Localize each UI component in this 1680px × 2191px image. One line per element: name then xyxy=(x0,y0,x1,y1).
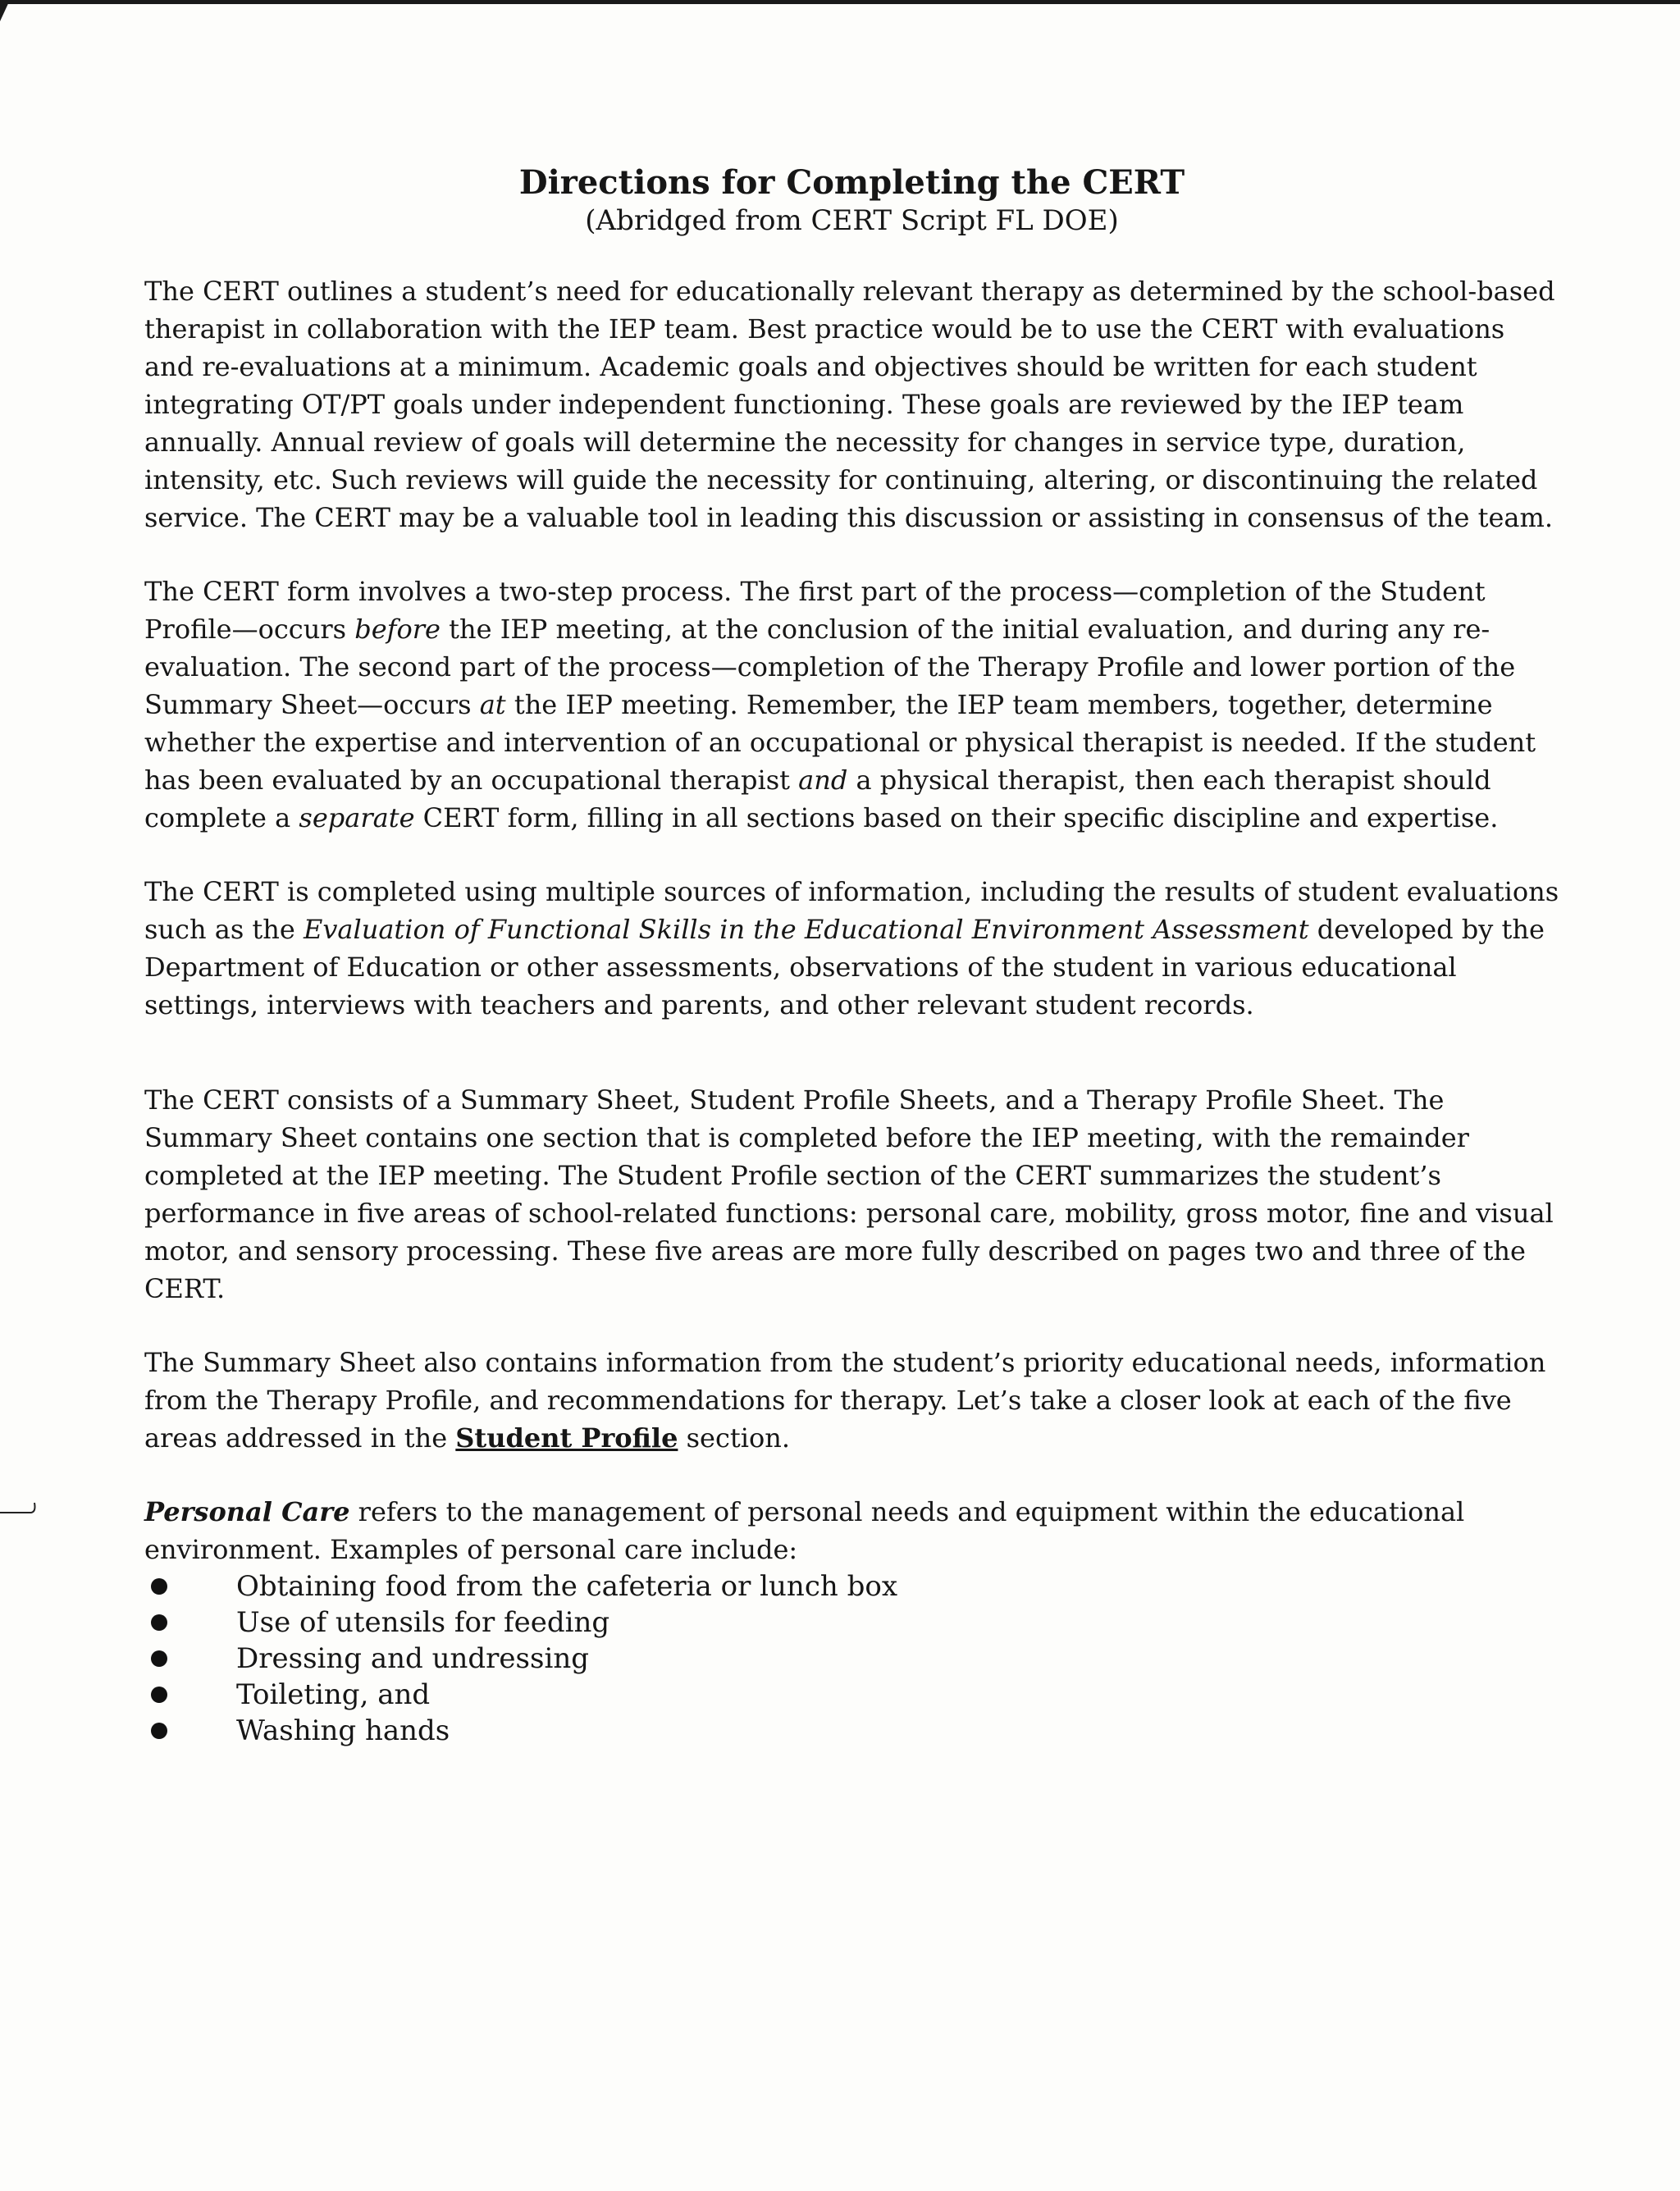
bullet-icon xyxy=(151,1723,167,1739)
document-subtitle: (Abridged from CERT Script FL DOE) xyxy=(585,204,1119,237)
emphasis-before: before xyxy=(354,614,441,645)
list-item-text: Toileting, and xyxy=(236,1678,431,1711)
student-profile-heading: Student Profile xyxy=(455,1422,678,1454)
text-span: the IEP meeting, at the conclusion of the initial evaluation, and during any re-evaluation. The second part of the process—completion of the Therapy Profile and lower portion of the Summary Sheet—occurs xyxy=(144,614,1516,720)
personal-care-list xyxy=(144,1568,1559,1749)
text-span: section. xyxy=(678,1422,791,1454)
text-span: developed by the Department of Education or other assessments, observations of the student in various educational settings, interviews with teachers and parents, and other relevant student records. xyxy=(144,914,1545,1020)
document-page xyxy=(144,162,1559,1749)
list-item xyxy=(144,1568,1559,1604)
list-item xyxy=(144,1641,1559,1677)
emphasis-at: at xyxy=(479,689,506,720)
text-span: refers to the management of personal needs and equipment within the educational environment. Examples of personal care include: xyxy=(144,1496,1465,1565)
text-span: CERT form, filling in all sections based on their specific discipline and expertise. xyxy=(414,802,1499,833)
bullet-icon xyxy=(151,1578,167,1595)
scan-edge-top xyxy=(0,0,1680,4)
text-span: The CERT is completed using multiple sources of information, including the results of student evaluations such as the xyxy=(144,876,1559,945)
list-item-text: Obtaining food from the cafeteria or lunch box xyxy=(236,1570,897,1603)
emphasis-and: and xyxy=(798,765,848,796)
list-item-text: Washing hands xyxy=(236,1714,450,1747)
paragraph-two-step-process xyxy=(144,573,1559,837)
paragraph-personal-care xyxy=(144,1493,1559,1568)
paragraph-cert-components: The CERT consists of a Summary Sheet, Student Profile Sheets, and a Therapy Profile Sheet. The Summary Sheet contains one section that is completed before the IEP meeting, with the remainder completed at the IEP meeting. The Student Profile section of the CERT summarizes the student’s performance in five areas of school-related functions: personal care, mobility, gross motor, fine and visual motor, and sensory processing. These five areas are more fully described on pages two and three of the CERT. xyxy=(144,1084,1554,1304)
paragraph-information-sources xyxy=(144,873,1559,1024)
list-item xyxy=(144,1677,1559,1713)
text-span: a physical therapist, then each therapist should complete a xyxy=(144,765,1491,833)
list-item xyxy=(144,1713,1559,1749)
margin-pen-mark xyxy=(0,1498,41,1516)
bullet-icon xyxy=(151,1650,167,1667)
personal-care-term: Personal Care xyxy=(144,1496,350,1527)
emphasis-separate: separate xyxy=(299,802,415,833)
paragraph-summary-sheet xyxy=(144,1344,1559,1457)
text-span: the IEP meeting. Remember, the IEP team members, together, determine whether the expertise and intervention of an occupational or physical therapist is needed. If the student has been evaluated by an occupational therapist xyxy=(144,689,1536,796)
paragraph-cert-overview: The CERT outlines a student’s need for educationally relevant therapy as determined by the school-based therapist in collaboration with the IEP team. Best practice would be to use the CERT with evaluations and re-evaluations at a minimum. Academic goals and objectives should be written for each student integrating OT/PT goals under independent functioning. These goals are reviewed by the IEP team annually. Annual review of goals will determine the necessity for changes in service type, duration, intensity, etc. Such reviews will guide the necessity for continuing, altering, or discontinuing the related service. The CERT may be a valuable tool in leading this discussion or assisting in consensus of the team. xyxy=(144,276,1555,533)
bullet-icon xyxy=(151,1687,167,1703)
text-span: The CERT form involves a two-step process. The first part of the process—completion of the Student Profile—occurs xyxy=(144,576,1486,645)
list-item-text: Use of utensils for feeding xyxy=(236,1606,610,1639)
document-title: Directions for Completing the CERT xyxy=(518,163,1185,202)
assessment-title: Evaluation of Functional Skills in the Educational Environment Assessment xyxy=(303,914,1309,945)
list-item xyxy=(144,1604,1559,1641)
scan-edge-corner xyxy=(0,0,10,21)
list-item-text: Dressing and undressing xyxy=(236,1642,589,1675)
text-span: The Summary Sheet also contains information from the student’s priority educational needs, information from the Therapy Profile, and recommendations for therapy. Let’s take a closer look at each of the five areas addressed in the xyxy=(144,1347,1546,1454)
bullet-icon xyxy=(151,1614,167,1631)
